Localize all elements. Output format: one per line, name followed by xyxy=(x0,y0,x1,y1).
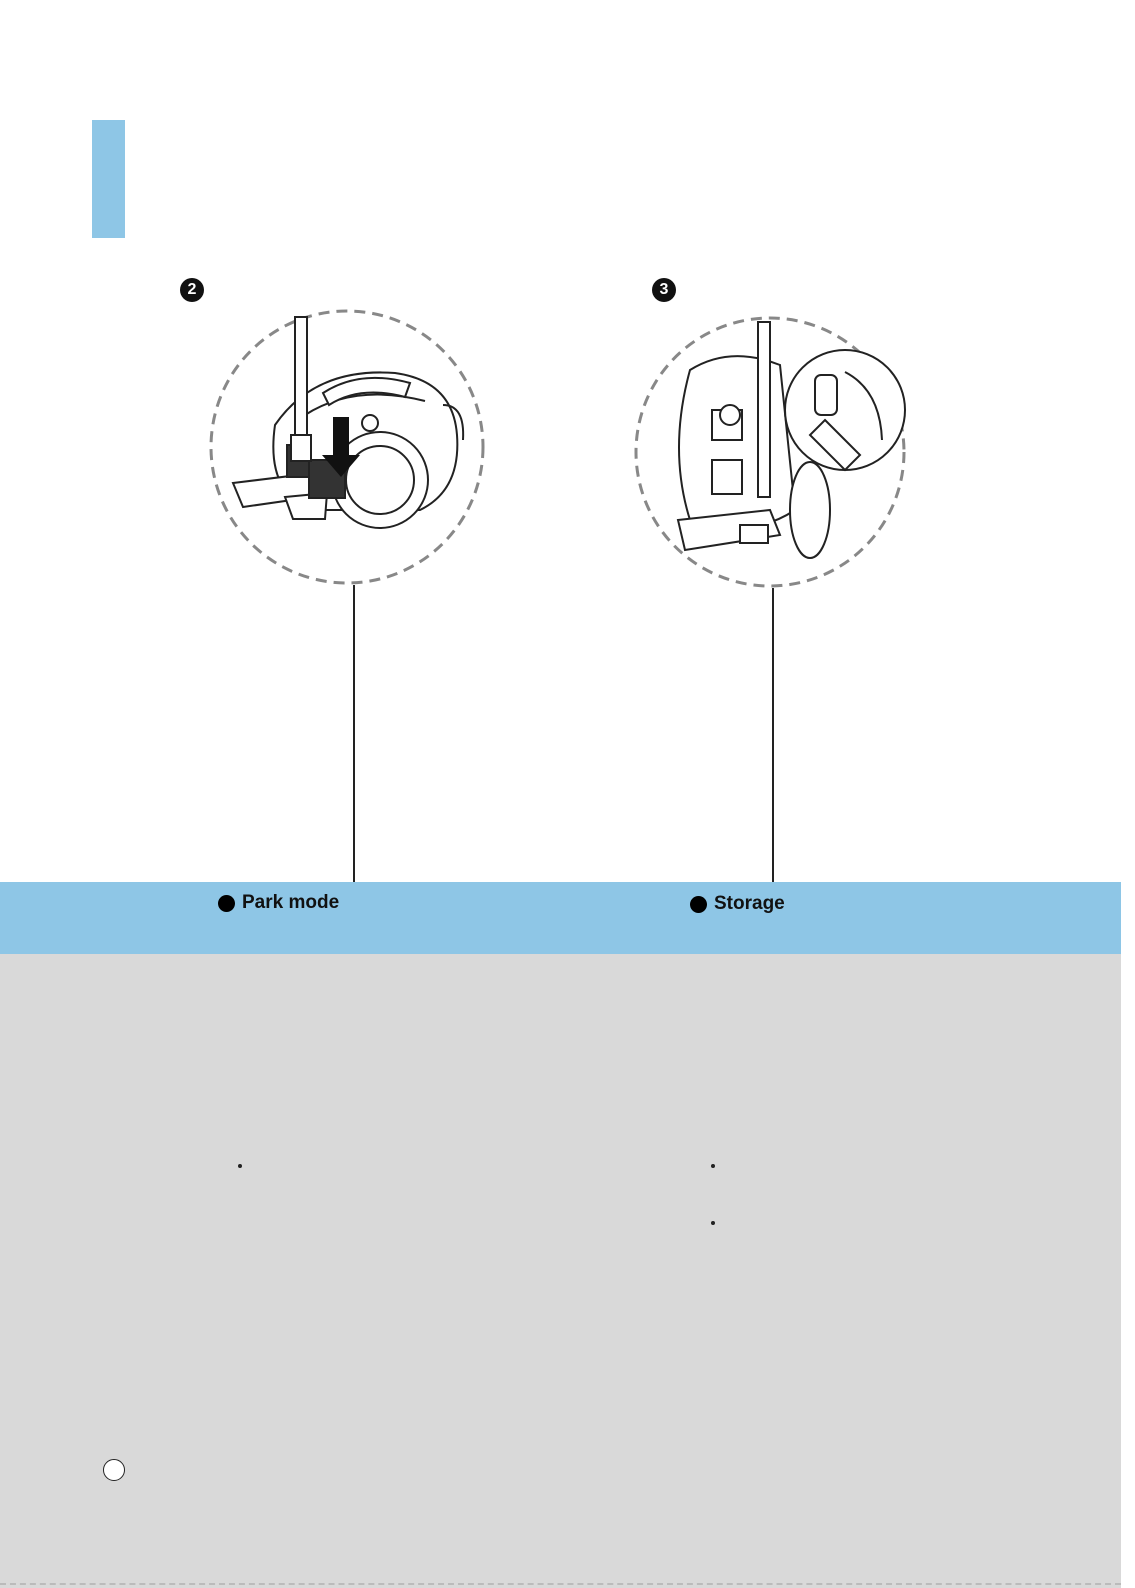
list-bullet xyxy=(238,1164,242,1168)
bullet-icon xyxy=(218,895,235,912)
page-bottom-edge xyxy=(0,1583,1121,1585)
page-number-circle xyxy=(103,1459,125,1481)
step-2-badge: 2 xyxy=(180,278,204,302)
section-header-band xyxy=(0,882,1121,954)
vacuum-park-mode-illustration xyxy=(205,305,495,590)
storage-leader-line xyxy=(772,588,774,882)
list-bullet xyxy=(711,1164,715,1168)
storage-label: Storage xyxy=(714,893,785,914)
step-3-badge: 3 xyxy=(652,278,676,302)
vacuum-storage-illustration xyxy=(630,310,915,595)
park-mode-leader-line xyxy=(353,585,355,882)
storage-heading xyxy=(690,893,785,915)
bullet-icon xyxy=(690,896,707,913)
park-mode-heading xyxy=(218,892,339,914)
list-bullet xyxy=(711,1221,715,1225)
instructions-panel xyxy=(0,954,1121,1588)
section-accent-tab xyxy=(92,120,125,238)
park-mode-label: Park mode xyxy=(242,892,340,913)
